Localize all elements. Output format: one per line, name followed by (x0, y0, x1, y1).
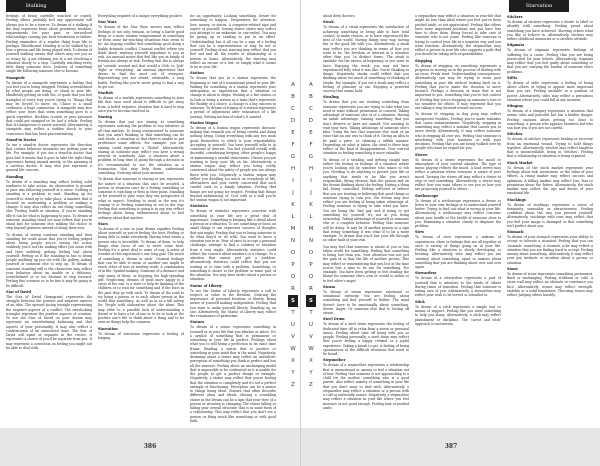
letter-tab-j[interactable]: J (292, 190, 294, 196)
letter-tab-g[interactable]: G (308, 154, 314, 160)
right-column-2 (415, 14, 501, 422)
page-footer-left (0, 428, 300, 466)
right-column-1 (323, 14, 409, 422)
letter-tab-h[interactable]: H (308, 166, 314, 172)
page-number-right: 387 (444, 443, 458, 450)
letter-tab-r[interactable]: R (291, 286, 295, 292)
dictionary-entry (323, 20, 409, 93)
letter-tab-g[interactable]: G (290, 154, 296, 160)
dictionary-entry (190, 284, 276, 319)
entry-title: Stockings (507, 197, 526, 202)
left-column-2 (98, 14, 184, 422)
entry-paragraph: To dream of statistics represents concerns with something in your life are a great deal of importance. Something is keeping like a detail about a person or a situation. To see something or focus on small things it can represent concern of thoughts that you might. Feeling that you're being someone to do what they'd or do with. You want to know a situation you're in. Fear of one's to accept a personal challenge, attempt to find a solution or situation from a very single. Alternatively, statistics could reflect the concern about numbers or a change. Or a situation that cannot just get a problem. Alternatively, statistics could reflect that you are waiting or to time with a problem. Something, or something it shows to the problem or some part of the situation. You may have doubt about a person or situation. (190, 209, 276, 282)
entry-paragraph: To dream of a statue represents something in yourself or in your life that you idealize or adore. It's a symbol of something that is permanent or something in your life as perfect. Feelings about what you to will being a perfection in its exact time frame. Reading a statue that is positive or something in your mind that is the mind. Negatively, dreaming about a statue may reflect an unrealistic perception of something you think is perfect and has all the answers. Feeling about an unchanging model that is impossible to be confronted as it is unable for the people to get a perfect design or example. Negatively, a statue may reflect that you're feeling that the situation is completely and it's not a perfect example of functioning. Perception can be a mirror to things being ideal. Statues that often describe different ideas and ideals. Having a crumbling statue in the dream can be a sign that your view of a person or situation is changing. The statue falling or failing your overall structure that is in some form of a relationship. This may reflect that you don't see a person or thing much like something or with good faith. (190, 325, 276, 422)
entry-paragraph: To dream of stilts represents a feeling of being above others or trying to appear more important than you are. Feeling unstable in a position of power. Alternatively, stilts may reflect a precarious situation where you could fall at any moment. (507, 80, 593, 102)
entry-paragraph: To dream of starvation represents a feeling of longing (98, 331, 184, 340)
entry-paragraph: To see a stand-in doctor represents the direction that certain behavior situations are getting your in life. For example, if you see a stand-in doctor that goes bad it means that it goes to take the right thing represents having around merely, or the meaning of a careless doctor. It may also just represent a general life concern. (6, 142, 92, 173)
letter-tab-n[interactable]: N (308, 238, 314, 244)
entry-paragraph: a stepmother may reflect a situation in your life that might be less than ideal where you feel you've been pushed aside, or not appreciated. Feeling like others have more important positions and you have less time to show them. Being forced to take care of someone who is not yours. Feeling like someone is trying to control your life in a negative way and you want freedom. Alternatively, the stepmother may reflect a person in your life who supports a path that you should be taking with responsibilities. (415, 14, 501, 57)
dictionary-entry (507, 267, 593, 298)
entry-title: Stock Market (507, 160, 533, 165)
entry-paragraph: To dream of a steel drum represents the feeling of dedicated time off to relax from a stress or personal issues. Feeling about time off being with you so people. Feeling personally, a steel drum may reflect that you're feeling a happy, relaxed or a joyful experience. Taking a break to get. A feeling of being spontaneous of the difficult situations that need to be heard. (323, 322, 409, 357)
running-header-left: Stalking (6, 0, 66, 12)
letter-tab-l[interactable]: L (291, 214, 295, 220)
dictionary-entry (415, 112, 501, 150)
dictionary-entry (323, 358, 409, 410)
letter-tab-k[interactable]: K (291, 202, 295, 208)
letter-tab-u[interactable]: U (291, 322, 295, 328)
entry-paragraph: To dream that someone is staring at you represents the nature of a situation that can't be avoided. A person or situation can't be a feeling something or someone is watching or feels in their point. Standing or for yourself to your ways they see perspective of what to expect. Needing to avoid in the way it's coming to or Feeling something or not in the way. Feeling that something is going is in any way reflect feelings about being embarrassed about to feel ordinary about that matters. (98, 177, 184, 220)
letter-tab-s[interactable]: S (288, 295, 298, 307)
letter-tab-a[interactable]: A (309, 82, 313, 88)
letter-tab-x[interactable]: X (309, 358, 313, 364)
entry-paragraph: To dream of stepping on something represents a progress or moving on in the process of dealing with an issue. Fresh start. Understanding consequences. Alternatively, you may be trying to move past something in your life without looking back on it. Feeling that you've made the decision to move forward. Perhaps a decision or issue that is not important to you. Something that you've lost control of. Feeling that you're stepping on someone's toes or too sensitive for others. It may represent that you are taking a step forward toward success. (415, 63, 501, 111)
dictionary-entry (507, 104, 593, 130)
dictionary-entry (323, 285, 409, 316)
dictionary-entry (6, 290, 92, 350)
dictionary-entry (98, 177, 184, 220)
entry-title: Steak (323, 20, 334, 25)
entry-title: Stickers (507, 15, 523, 19)
letter-tab-w[interactable]: W (290, 346, 296, 352)
entry-title: Stewardess (415, 271, 437, 276)
entry-paragraph: To dream of a steak represents the satisfaction of achieving something or being able to have total control, to make choices, or to have experienced the best of the world. Having things your way, having fun or the good life with you. Alternatively, a steak may reflect you are thinking in terms of how you want to be, the freedom or interest in a situation other than you. In distinct forms. The steak is symbolic for the excess at beginning or you want to have. Enjoying the steak, you may not have experienced fully what it was like. You're thinking to things. Negatively, steaks could reflect that you thinking about too much of something or thinking of steaks. For example, if you eat a steak may reflect a feeling of pleasure or sin. Enjoying a powerful success that seems bold. (323, 25, 409, 94)
letter-tab-n[interactable]: N (290, 238, 296, 244)
letter-tab-k[interactable]: K (309, 202, 313, 208)
entry-title: Stampede (6, 75, 25, 80)
right-column-3 (507, 14, 593, 422)
entry-paragraph: To dream of stepping in dog poop may reflect unexpected troubles. Feeling you've made mistakes that cause embarrassment. Negatively, stepping in something may reflect a mistake that causes you to move slowly. Alternatively, it may reflect someone who is stepping all over you. Feeling that someone is interfering with your business or with your decisions. Feeling that you are being walked over by people who have no regard for you. (415, 112, 501, 151)
dictionary-entry (190, 204, 276, 281)
letter-tab-m[interactable]: M (308, 226, 314, 232)
letter-tab-q[interactable]: Q (290, 274, 296, 280)
dictionary-entry (6, 233, 92, 288)
entry-title: Stealing (323, 95, 339, 100)
letter-tab-w[interactable]: W (308, 346, 314, 352)
dictionary-entry (415, 14, 501, 57)
letter-tab-c[interactable]: C (309, 106, 313, 112)
right-page (300, 0, 600, 466)
entry-paragraph: To dream of stew represents a mixture of experiences, ideas or feelings that are all together at once. A variety of things going on in your life. Feeling like a situation is slowly developing or brewing. Alternatively, stew may reflect you are 'stewing' about something, upset or anxious about something that you are thinking about over and over again. (415, 235, 501, 270)
entry-title: Steel Drum (323, 317, 345, 322)
dictionary-entry (190, 121, 276, 203)
letter-tab-p[interactable]: P (309, 262, 313, 268)
entry-paragraph: To dream of a stereo represents the mood or atmosphere of your current situation. The type of music playing reflects the mood. A loud stereo may reflect a situation where everyone is aware of your mood. Turning the stereo off may reflect a desire to stop or end something. Alternatively, a stereo may reflect how you want others to see you or how you are projecting yourself to others. (415, 157, 501, 192)
letter-tab-r[interactable]: R (309, 286, 313, 292)
letter-tab-y[interactable]: Y (291, 370, 295, 376)
entry-paragraph: To dream that you are staring at something represents noticing the problem at two initiative at all that matters. To being overpowered to someone that you aren't thinking or that something can be and whole. A situation or that there is unable to put preference some affects. For example, you are staring could represent a 'Global'. Alternatively, staring at someone may reflect you have a strong interest in somebody. Also, a situation about a problem or long time of going through a decision in it's recommended to see the situation as a transaction that may help them understand something. Noticing about your moment. (98, 120, 184, 176)
entry-title: Stars (98, 221, 108, 226)
entry-title: Staring (98, 115, 113, 120)
letter-tab-i[interactable]: I (310, 178, 312, 184)
entry-paragraph: To dream of stickers represents a desire to label or identify with something. Feeling proud about something you have achieved. Showing others what you like or believe in. Alternatively, stickers may reflect childhood memories or a carefree attitude. (507, 20, 593, 42)
entry-title: Star of David (6, 289, 31, 294)
dictionary-entry (415, 194, 501, 229)
letter-tab-o[interactable]: O (308, 250, 314, 256)
entry-paragraph: To dream of steam represents emotional or situational intensity. You are feeling about something and find yourself to bother. The mind doesn't have to be emotionally about something. Stress. Anger. Or someone else that is 'letting off steam'. (323, 289, 409, 316)
entry-paragraph: To dream of your stomach represents your ability to accept or tolerate a situation. Feeling that you can 'stomach' something. A stomach ache may reflect a situation that you are finding hard to accept. Feeling uneasy about something. Alternatively, it may reflect your gut instincts or intuition about a person or situation. (507, 235, 593, 265)
entry-paragraph: To dream of a star in your dream signifies Feeling about yourself or you're feeling the best. Feeling or being able to make everybody. Having what wants a person who is incredible. To dream of them, to help things clear focus of one to never come here. Feeling it's a great deal to some of way. A sense of wonder at this experience's one long goal. The reach of something a 'dream or wish'. Unusual feelings that can be able to mean or another one might to reach other of tons of needing work. A combination of in life. Symbol-making. Someone of a distance and only many of these, or Enjoying the high-spending gift. Neglecting, dreams of good more happy to a crisis of the sun. Is a state to help its thinking of the children or to wait for something and if the stars in the past they go with each. To dream of the road to try being a person or to each others person in the world that something. As well as in as a fall asleep for. People with elaborative about the ideas. This may refer to a possible lack of understanding a friend or to have a lot of one or to be to look at the positive one's life to think about a thing and to be seen as things help the common. (98, 226, 184, 325)
entry-title: Star Wars (98, 20, 117, 25)
right-page-body (323, 14, 593, 422)
letter-tab-q[interactable]: Q (308, 274, 314, 280)
entry-paragraph: You may feel that someone is ahead of you or has taken credit for something. Feeling that something is being lost from you. Your attention was not just the gain of or that the life of another person. This may reflect or remembering that you lost at the time you've lost a time to its use for something. For example. You have been getting to feel stealing the blame for someone else's own or would is stolen or to feel other's anger. (323, 244, 409, 283)
entry-paragraph: To dream of the Star Wars movies may reflect feelings of not only, tension, or being a battle good thing or a more sinister temperament in something or from some far-reaching situations that seem to be. An ongoing conflict that something good doing a highly dramatic conflict. Unusual conflict where you think about wanting yourself important to you at risk. An unusual movie that feel like you in family of friends are always at risk. Feeling that the is always pn 'outside' around and that would a 'Sith' vs 'Jedi' 'fight' or 'everything'. An unusual experience that draws to find the most out of everyone. Representing you are afraid, vulnerable, a long battle. Feeling like you're never going to find a way to get out. (98, 25, 184, 89)
entry-title: Stone (507, 266, 518, 271)
dictionary-entry (98, 91, 184, 113)
dictionary-entry (507, 15, 593, 41)
dictionary-entry (507, 43, 593, 74)
entry-title: Stick (415, 299, 425, 304)
dictionary-entry (415, 271, 501, 297)
letter-tab-z[interactable]: Z (309, 382, 313, 388)
dictionary-entry (98, 327, 184, 341)
entry-title: Statue of Liberty (190, 283, 223, 288)
entry-paragraph: To dream of a stick represents a simple tool or means of support. Feeling like you need something to help you along. Alternatively, a stick may reflect punishment or discipline. The 'carrot and stick' approach to motivation. (415, 304, 501, 326)
dictionary-entry (98, 115, 184, 175)
entry-paragraph: The Star of David (hexagram) represents the struggle between the positive and negative aspects of an idea. The upward facing triangle representing the negative aspects of a conflict. The interlocking triangles represent the positive aspects of creation. To see the Star of David on your dream may represent an overwhelming balancing and that aspects of your personality. It may also reflect a confrontation of an unresolved issue. The Star of David will apart or separate in the circles. It represents a choice of you'd be separate from you. It may represent a conviction on feeling you might not be able to deal with. (6, 294, 92, 350)
dictionary-entry (323, 95, 409, 155)
entry-title: Standing (6, 174, 24, 179)
letter-index-left (287, 79, 299, 391)
entry-paragraph: To dream of a stethoscope represents a desire to listen to your own feelings or to understand yourself better. Trying to find out what is wrong in your life. Alternatively, a stethoscope may reflect concerns about your health or the health of someone close to you. Examining a situation closely to diagnose the problem. (415, 198, 501, 229)
dictionary-entry (415, 230, 501, 269)
dictionary-entry (6, 175, 92, 231)
letter-tab-j[interactable]: J (310, 190, 312, 196)
entry-title: Starvation (98, 326, 118, 331)
entry-title: Statistics (190, 204, 208, 209)
letter-tab-b[interactable]: B (291, 94, 295, 100)
dictionary-entry (323, 158, 409, 243)
letter-tab-t[interactable]: T (291, 310, 295, 316)
left-page-body (6, 14, 276, 422)
entry-paragraph: about deity doctors. (323, 14, 356, 18)
entry-paragraph: To dream of stitches represents healing or recovery from an emotional wound. Trying to hold things together. Alternatively, stitches may reflect laughter that is uncontrollable, being in 'stitches'. Feeling that a relationship or situation is being repaired. (507, 137, 593, 159)
dictionary-entry (507, 76, 593, 102)
entry-title: Steam (323, 284, 335, 289)
dictionary-entry (415, 300, 501, 326)
dictionary-entry (507, 132, 593, 158)
entry-title: Stew (415, 230, 425, 235)
entry-paragraph: To dream of a stewardess represents a part of yourself that is attentive to the needs of others during times of transition. Feeling that someone is taking care of you. Alternatively, a stewardess may reflect your wish to be served or attended to. (415, 276, 501, 298)
entry-title: Stethoscope (415, 193, 439, 198)
entry-paragraph: Everything negative of a unique everything positive. (98, 14, 183, 18)
entry-paragraph: for an opportunity. Looking something. Desire for something to happen. Desperation for attention, love, money, or status. A computer-related sign and aspect of yourself. Seeing others starve may reflect you attempt to an unknown or one-ended. You may be giving up or tending to put in an effort. Understanding has it all can be a sign of a feeling that can be a representation or may be not to yourself. Feeling of not starving may reflect that you feel sad and all the results of relationship or a person at home. Alternatively, the starving may reflect an excuse or a lost, or simply what it seems to be in your life. (190, 14, 276, 69)
letter-tab-d[interactable]: D (308, 118, 314, 124)
left-column-3 (190, 14, 276, 422)
letter-tab-m[interactable]: M (290, 226, 296, 232)
entry-paragraph: To dream of the stock market represents your feelings about risk, investment, or the value of your efforts. A rising market may reflect success and optimism. A falling market may reflect loss, fear or pessimism about the future. Alternatively, the stock market may reflect the ups and downs of your emotional life. (507, 165, 593, 196)
dictionary-entry (98, 222, 184, 325)
letter-tab-h[interactable]: H (290, 166, 296, 172)
dictionary-entry (415, 59, 501, 111)
entry-title: Stand-in Doctor (6, 137, 37, 142)
entry-title: Stilts (507, 75, 518, 80)
letter-tab-i[interactable]: I (292, 178, 294, 184)
dictionary-entry (98, 20, 184, 89)
entry-paragraph: To dream of stigmata represents feelings of suffering for a cause. Feeling that you are being persecuted for your beliefs. Alternatively, stigmata may reflect that you feel guilty about something or that you are carrying the burden of someone else's problems. (507, 48, 593, 74)
entry-title: Stigmata (507, 43, 525, 48)
letter-tab-o[interactable]: O (290, 250, 296, 256)
dictionary-entry (507, 161, 593, 196)
entry-paragraph: To dream of a station wagon represents decision-making that reminds you of being careful and doing nothing being. Doing everything with any two main goals themselves to which is your responsibility. Accepting in yourself. You have yourself sells to in conscious of interest. You feel yourself overall with deceitful considering keeping other people's happy or maintaining a careful state/status. Choose you are wanting to keep your life on his. Alternatively, a station wagon may reflect you being overly concerned about the safety of people you are always there with you. Negatively, a station wagon may reflect you dwelling too much on everybody of life, alternatives and your overly concerned that such careful such as a family situation. Feeling that things are not going for respect. Feeling that things beyond unbalancing of. Cool with at a wall you're the station wagon is not important. (190, 125, 276, 203)
letter-tab-z[interactable]: Z (291, 382, 295, 388)
entry-paragraph: To see the Statue of Liberty represents a call to respect or value to the freedom. Noticing the importance of personal freedom or liberty. Being aware of yourself making independent. Feeling that you want to make yourself liberty. Standing up on one. Alternatively, the Statue of Liberty may reflect the renaissance of patriotism. (190, 288, 276, 319)
entry-paragraph: feelings of being carefully watched or copied. Feeling others probably feel any opportunity will always you to be a stew-er. To dream of a stalking if the may represent fears about persistent troubles, requirements for your past, or unresolved relationships causing you local frustration or failure. Feeling reminders of a regular thing from life to perhaps. Bloodhound. Hunting is to be stalked by is how a person and life being played with. To dream of yourself stalking means that others may see you as so weary by. A not relaxing you at a not resolving a situation slowly to a stop. Carefully watching every little thing someone does. Jealousy of something single life following someone else to become. (6, 14, 92, 74)
entry-paragraph: To dream of a stampede represents a feeling that you feel you're being dragged. Feeling overwhelmed by what people are doing, or chaos in your life. Mindlessly getting on with the, or goals that you feel trampled of every way you're trying to. Things that may be forced to move on. Chaos is a small confusion, a huge commotion. A stampede may also reflect your fears that seem something goes to a quick repetitive. Reckless crowds or peer pressure that could get stamped or be had a whole. Feeling that it's dangerous to assert yourself. Alternatively, a stampede may reflect a sudden shock to your conscience that has been procrastinating. (6, 80, 92, 136)
dictionary-entry (190, 320, 276, 422)
dictionary-entry (190, 14, 276, 69)
entry-title: Station Wagon (190, 120, 218, 125)
entry-title: Stereo (415, 152, 428, 157)
entry-paragraph: To dream of a stingray represents a situation that seems calm and peaceful but has a hidden danger. Feeling cautious about getting too close to something. A person who appears harmless but who can hurt you if you are not careful. (507, 109, 593, 131)
page-number-left: 386 (143, 443, 157, 450)
entry-paragraph: To dream of a starfish represents something in your life that once used about is difficult to get away from. A belief, negative, situation that is hard to stop once you've become involved in. (98, 96, 184, 113)
entry-paragraph: To dream of stockings represents a sense of femininity, sensuality or attractiveness. Feeling confident about the way you present yourself. Alternatively, stockings with runs may reflect that you feel your image is damaged or that something isn't perfect about you. (507, 202, 593, 228)
dictionary-entry (507, 198, 593, 229)
entry-paragraph: To dream of seeing someone standing and then standing far could mean that you're feeling judged about being people you're seeing the action suddenly you'd not the making effort you seem with and then suddenly getting feeling bad about yourself. Feeling as if the standing in has to being people anything up you see with the gallery. Asking yourself or someone else to step up. To dream of someone standing still is the characters may reflect your behavior about an unable or a delicious, overwhelmed or or too hesitant to step forward. Feeling this scenario or to be fine it may be going to be difficult. (6, 232, 92, 288)
letter-tab-f[interactable]: F (309, 142, 313, 148)
entry-title: Station (190, 71, 204, 76)
letter-tab-p[interactable]: P (291, 262, 295, 268)
entry-paragraph: To dream of a stealing, and getting caught may reflect the feeling or feelings of a situation where you're looking out by someone who wants to rob you. Needing to do anything to protect your life or anything that needs to be like you aren't responsible. Being obvious, that the person and on the dream thinking about the feeling. Having a thing fail, being controlled. Feeling self-trust or believe that you are trusting or believing that good things or someone trying to ruin you. You dream may also reflect you are feeling of being taken advantage of. Feeling someone is trying to take what you have. You are being the 'bad guy' and if trying to get something for yourself it's not at you being ownership. Taking advantage of yourself or someone else or a complex behavior. Feeling that someone will be doing. It may be of another person or a sign that being something it was what if to be a mere example. To dream that you'd lost your life through no other fault of your own. (323, 157, 409, 243)
entry-title: Starfish (98, 91, 113, 96)
entry-paragraph: To dream of a standing may reflect feeling solid readiness to take action. An observation to ground to pass into following yourself of a cause. Nothing is standing is a problem to wait. Standing up for yourself to stand up to take place. A mindset that is focused on confronting a problem or making a change. It may also reflect an not doing something else. Feeling stable in situation. If you're standing idle it can be what is happening to pass. To dream of someone standing stand out may reflect that you're stand fast for someone else making the choice to step beyond gestures instead of doing their own. (6, 179, 92, 231)
running-header-right: Starvation (509, 0, 569, 12)
dictionary-entry (6, 76, 92, 136)
entry-title: Stepping (415, 58, 433, 63)
entry-paragraph: To dream of a stepmother represents a relationship that is unemotional or uneasy to feel a situation out of fear. Feeling that someone is not approaching to a child for the mother, something who is a good parent. Also reflect anxiety of something in your life that you don't want to deal with. Alternatively, a stepmother may reflect a situation or a person with a cold or unfriendly nature. Negatively, a stepmother may reflect a situation in your life where you feel insecure or not good enough. Feeling hurt or pushed aside. (323, 363, 409, 410)
letter-tab-e[interactable]: E (291, 130, 295, 136)
entry-title: Stingray (507, 104, 524, 109)
letter-tab-u[interactable]: U (309, 322, 313, 328)
letter-tab-s[interactable]: S (306, 295, 316, 307)
dictionary-entry (323, 317, 409, 356)
letter-tab-x[interactable]: X (291, 358, 295, 364)
dictionary-entry (323, 14, 409, 18)
letter-tab-e[interactable]: E (309, 130, 313, 136)
entry-paragraph: To dream of stone represents something permanent, fixed or unchanging. Feeling stubborn or cold. A stone wall may reflect an obstacle or resistance you face. Alternatively, stones may reflect strength, stability or a solid foundation. Throwing stones may reflect judging others harshly. (507, 271, 593, 298)
dictionary-entry (190, 71, 276, 119)
entry-title: Stomach (507, 230, 524, 235)
dictionary-entry (98, 14, 184, 18)
entry-title: Stitches (507, 132, 523, 137)
entry-paragraph: To dream that you are stealing something from someone represents you are trying to take what you need or want without permission or consent. Taking advantage of someone else or of a situation. Having an unfair advantage. Gaining something that you don't deserve or have not earned. Not wanting to wait your turn. Taking advantage of someone else's idea. Using the fact that someone else ends or an issue that no one was to think of it. Giving an idea to be paid a price, or claiming a selfish manner. Depending on what is taken, the steal is there may reflect of the kind of disappointment. Your current situation as feeling something is more valuable. (323, 100, 409, 156)
letter-tab-y[interactable]: Y (309, 370, 313, 376)
letter-tab-v[interactable]: V (291, 334, 295, 340)
letter-tab-d[interactable]: D (290, 118, 296, 124)
dictionary-entry (415, 153, 501, 192)
letter-tab-t[interactable]: T (309, 310, 313, 316)
dictionary-entry (6, 14, 92, 74)
letter-tab-a[interactable]: A (291, 82, 295, 88)
letter-tab-l[interactable]: L (309, 214, 313, 220)
letter-tab-f[interactable]: F (291, 142, 295, 148)
dictionary-entry (323, 245, 409, 283)
left-column-1 (6, 14, 92, 422)
entry-paragraph: To dream that you at a station represents the beginning or exit of a transitional period in your life. Waiting for something at a station represents your anticipation or expectation that a situation or change is about to begin. Waiting at a fire station or to look at being a station as a train that's represents the fluidity of a choice. A change is a big concern to someone. To dream of staying at a station represents a period of adjustment after exhaustion of a life journey. Getting unclear of what's is wanted. (190, 76, 276, 119)
dictionary-entry (507, 230, 593, 265)
letter-tab-v[interactable]: V (309, 334, 313, 340)
entry-title: Stepmother (323, 358, 346, 363)
letter-index-right (305, 79, 317, 391)
page-footer-right (301, 428, 600, 466)
dictionary-entry (6, 138, 92, 173)
letter-tab-b[interactable]: B (309, 94, 313, 100)
entry-title: Statues (190, 320, 205, 325)
letter-tab-c[interactable]: C (291, 106, 295, 112)
